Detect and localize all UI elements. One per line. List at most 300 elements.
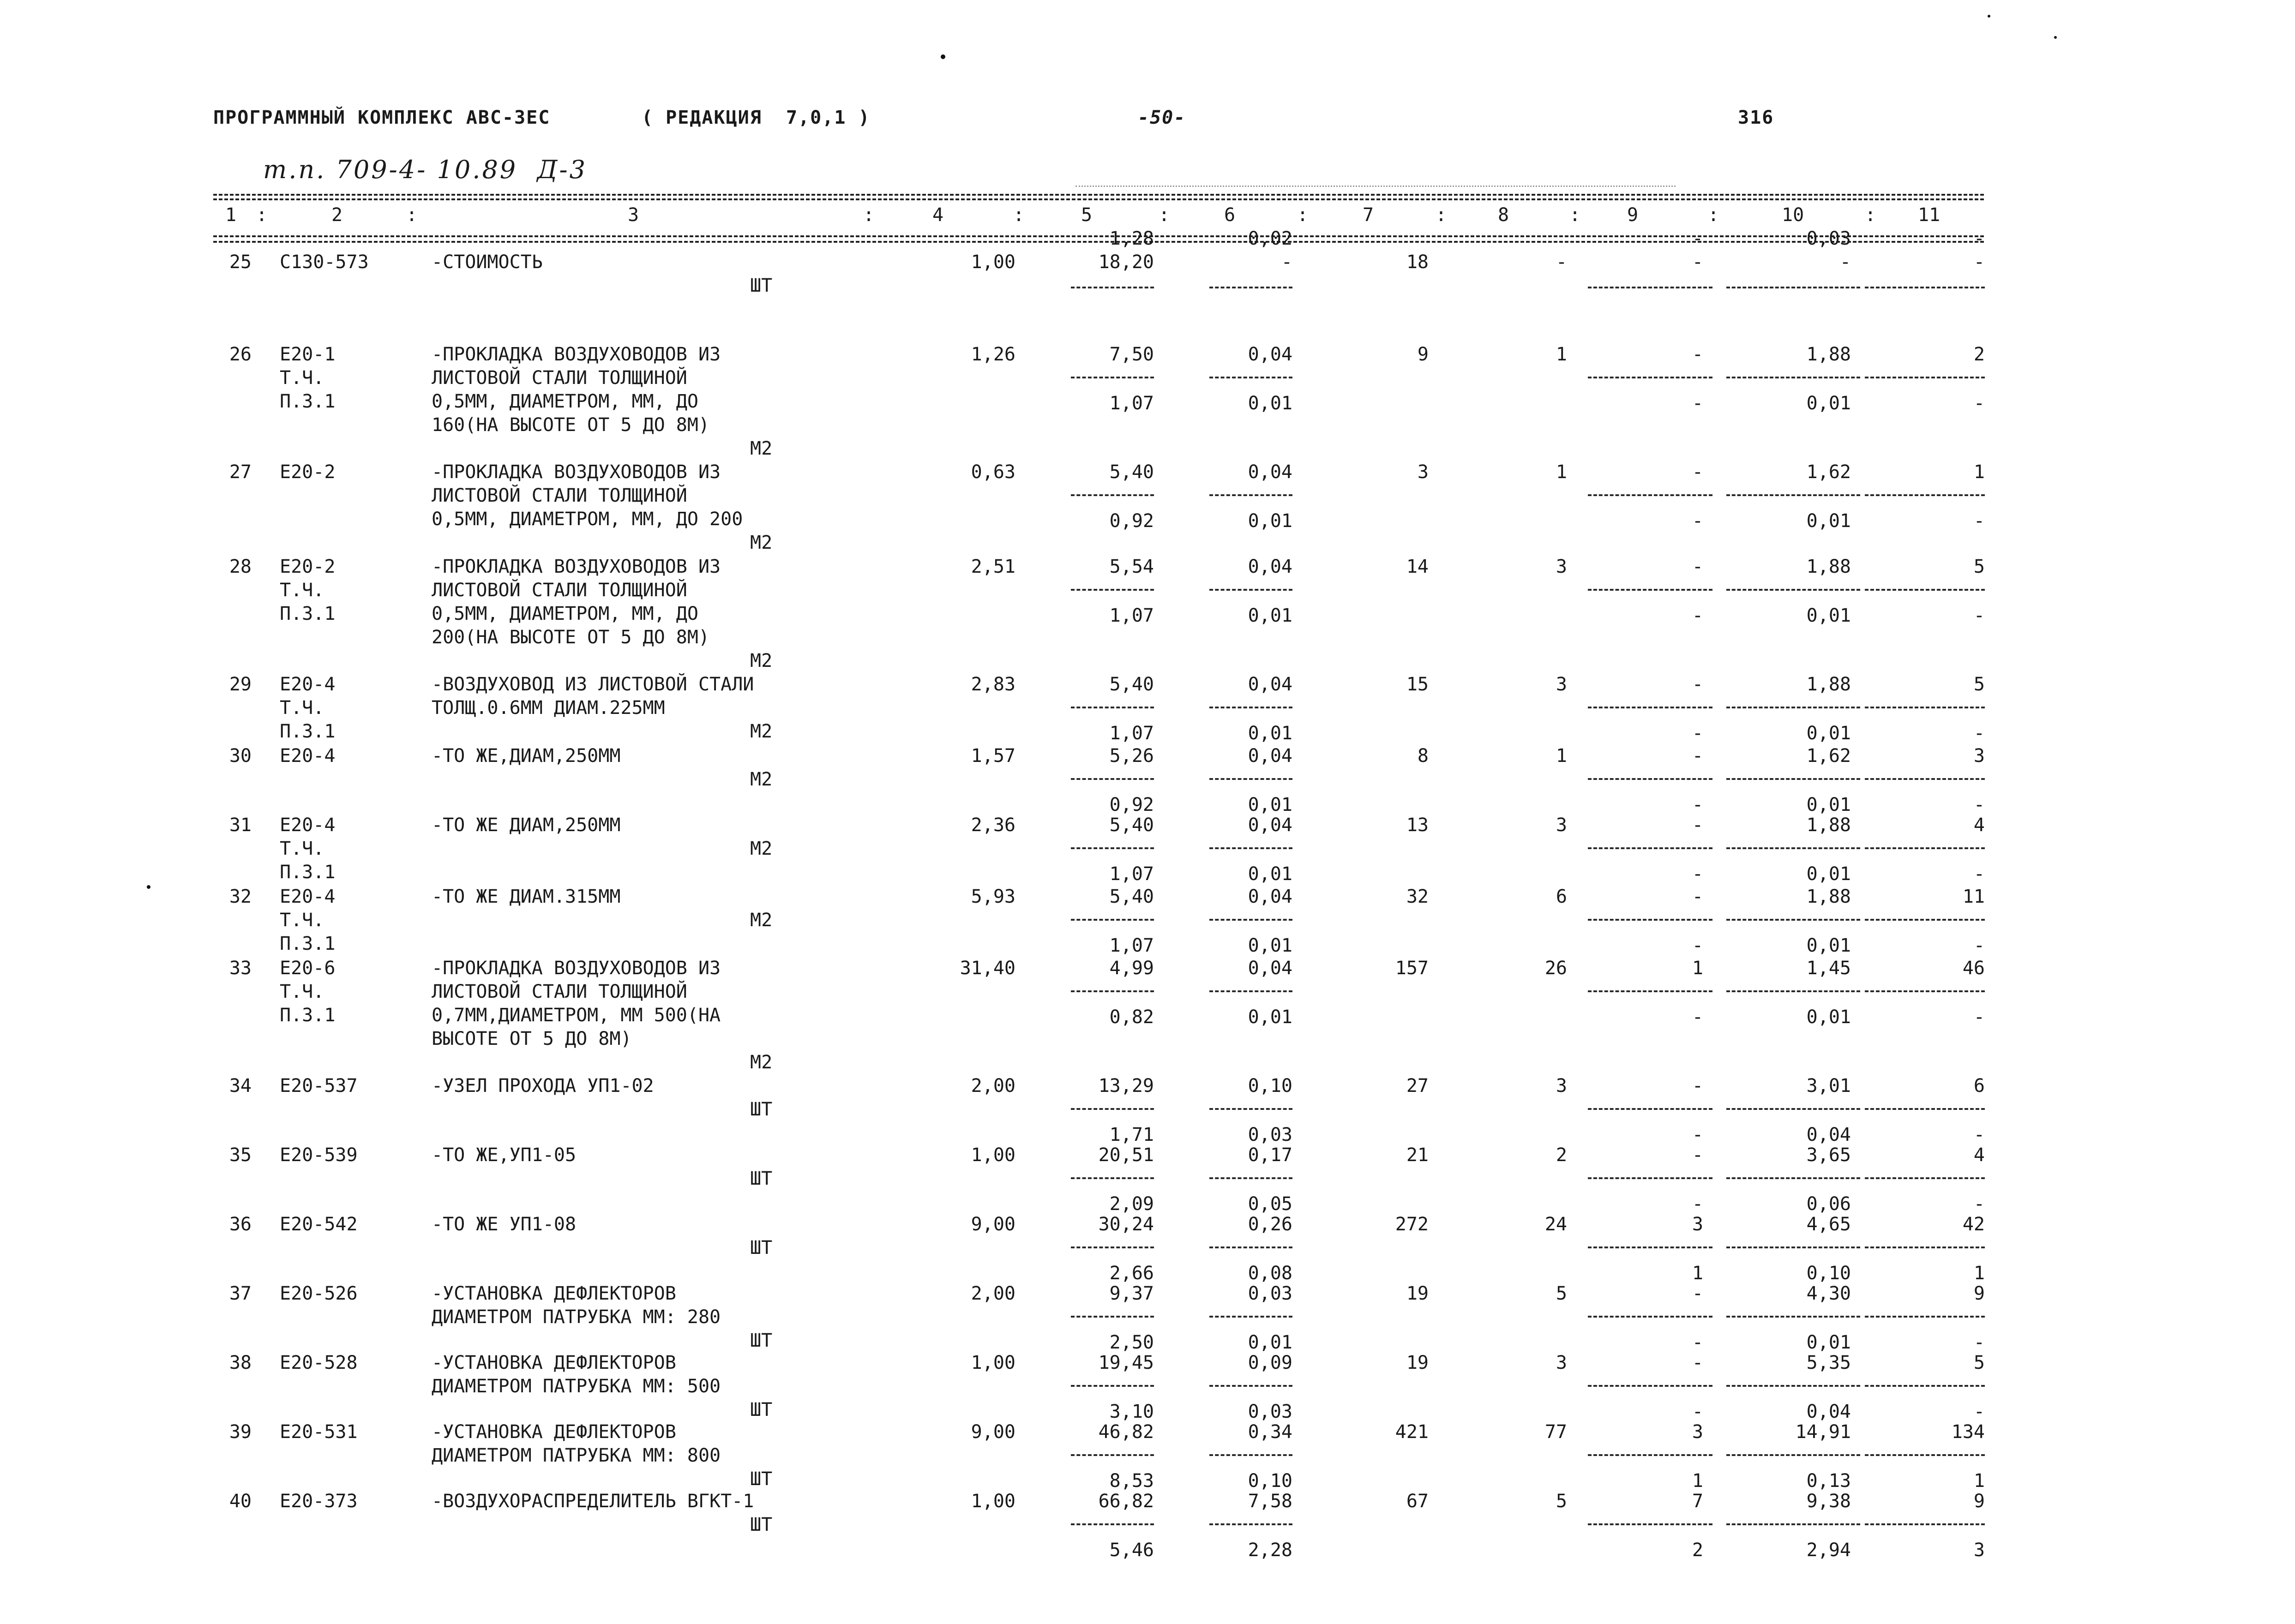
unit-label: М2 bbox=[750, 721, 773, 742]
item-code: Е20-2 bbox=[280, 461, 336, 483]
cell-divider bbox=[1865, 919, 1985, 921]
cell-divider bbox=[1588, 1316, 1712, 1318]
cell-divider bbox=[1209, 377, 1292, 378]
c9-value: - bbox=[1692, 815, 1703, 836]
quantity: 2,00 bbox=[971, 1283, 1015, 1304]
c6-value: 0,01 bbox=[1248, 935, 1292, 956]
c11-value: 1 bbox=[1973, 461, 1985, 483]
cell-divider bbox=[1071, 707, 1154, 708]
c5-value: 5,26 bbox=[1109, 745, 1154, 767]
c6-value: - bbox=[1281, 252, 1292, 273]
column-header-8: 8 bbox=[1498, 204, 1509, 226]
cell-divider bbox=[1209, 707, 1292, 708]
col7-value: 13 bbox=[1406, 815, 1429, 836]
cell-divider bbox=[1726, 707, 1860, 708]
c9-value: - bbox=[1692, 461, 1703, 483]
c10-value: 3,01 bbox=[1806, 1075, 1851, 1097]
c10-value: 1,62 bbox=[1806, 461, 1851, 483]
cell-divider bbox=[1865, 1523, 1985, 1525]
c9-value: 1 bbox=[1692, 1470, 1703, 1492]
col8-value: 3 bbox=[1556, 1075, 1567, 1097]
table-top-rule-inner bbox=[213, 198, 1984, 200]
cell-divider bbox=[1726, 494, 1860, 496]
item-code: П.3.1 bbox=[280, 391, 336, 412]
c10-value: 4,65 bbox=[1806, 1214, 1851, 1235]
cell-divider bbox=[1865, 1177, 1985, 1179]
item-description: 160(НА ВЫСОТЕ ОТ 5 ДО 8М) bbox=[432, 414, 710, 436]
col8-value: 3 bbox=[1556, 815, 1567, 836]
cell-divider bbox=[1209, 1523, 1292, 1525]
col8-value: 6 bbox=[1556, 886, 1567, 907]
c9-value: - bbox=[1692, 794, 1703, 815]
c11-value: 2 bbox=[1973, 344, 1985, 365]
c6-value: 0,26 bbox=[1248, 1214, 1292, 1235]
item-description: -ТО ЖЕ,УП1-05 bbox=[432, 1145, 577, 1166]
cell-divider bbox=[1588, 1385, 1712, 1387]
c5-value: 0,92 bbox=[1109, 510, 1154, 532]
unit-label: М2 bbox=[750, 1052, 773, 1073]
cell-divider bbox=[1588, 589, 1712, 591]
c6-value: 0,03 bbox=[1248, 1283, 1292, 1304]
c5-value: 66,82 bbox=[1098, 1491, 1154, 1512]
col8-value: 77 bbox=[1544, 1421, 1567, 1443]
cell-divider bbox=[1726, 1177, 1860, 1179]
c10-value: 1,88 bbox=[1806, 556, 1851, 577]
c11-value: 9 bbox=[1973, 1283, 1985, 1304]
c11-value: 134 bbox=[1951, 1421, 1985, 1443]
c6-value: 0,01 bbox=[1248, 723, 1292, 744]
item-code: Т.Ч. bbox=[280, 838, 324, 859]
unit-label: ШТ bbox=[750, 1514, 773, 1535]
c9-value: - bbox=[1692, 1124, 1703, 1145]
column-header-4: 4 bbox=[932, 204, 944, 226]
c5-value: 13,29 bbox=[1098, 1075, 1154, 1097]
c11-value: - bbox=[1973, 605, 1985, 626]
c9-value: - bbox=[1692, 723, 1703, 744]
cell-divider bbox=[1726, 990, 1860, 992]
item-description: -ВОЗДУХОВОД ИЗ ЛИСТОВОЙ СТАЛИ bbox=[432, 674, 754, 695]
unit-label: ШТ bbox=[750, 275, 773, 296]
c5-value: 30,24 bbox=[1098, 1214, 1154, 1235]
speck-mark bbox=[147, 885, 150, 889]
c9-value: - bbox=[1692, 674, 1703, 695]
cell-divider bbox=[1071, 589, 1154, 591]
col8-value: 5 bbox=[1556, 1491, 1567, 1512]
row-number: 37 bbox=[229, 1283, 252, 1304]
c9-value: - bbox=[1692, 745, 1703, 767]
item-code: Е20-1 bbox=[280, 344, 336, 365]
page-mark: -50- bbox=[1138, 107, 1186, 128]
cell-divider bbox=[1209, 1316, 1292, 1318]
item-description: ДИАМЕТРОМ ПАТРУБКА ММ: 280 bbox=[432, 1306, 721, 1328]
c9-value: - bbox=[1692, 935, 1703, 956]
col8-value: - bbox=[1556, 252, 1567, 273]
c6-value: 0,04 bbox=[1248, 674, 1292, 695]
quantity: 2,83 bbox=[971, 674, 1015, 695]
c10-value: 1,88 bbox=[1806, 886, 1851, 907]
cell-divider bbox=[1209, 287, 1292, 288]
cell-divider bbox=[1209, 1177, 1292, 1179]
c11-value: - bbox=[1973, 1193, 1985, 1215]
c10-value: 0,01 bbox=[1806, 1332, 1851, 1353]
c10-value: 14,91 bbox=[1795, 1421, 1851, 1443]
edition-label: ( РЕДАКЦИЯ 7,0,1 ) bbox=[642, 107, 871, 128]
row-number: 34 bbox=[229, 1075, 252, 1097]
c9-value: - bbox=[1692, 344, 1703, 365]
col7-value: 15 bbox=[1406, 674, 1429, 695]
column-separator: : bbox=[1159, 204, 1170, 226]
cell-divider bbox=[1071, 494, 1154, 496]
cell-divider bbox=[1726, 377, 1860, 378]
item-description: 0,5ММ, ДИАМЕТРОМ, ММ, ДО bbox=[432, 603, 698, 624]
cell-divider bbox=[1588, 1108, 1712, 1110]
c11-value: - bbox=[1973, 863, 1985, 885]
cell-divider bbox=[1726, 1316, 1860, 1318]
cell-divider bbox=[1071, 377, 1154, 378]
item-description: -ПРОКЛАДКА ВОЗДУХОВОДОВ ИЗ bbox=[432, 556, 721, 577]
c10-value: 0,04 bbox=[1806, 1124, 1851, 1145]
item-description: -УЗЕЛ ПРОХОДА УП1-02 bbox=[432, 1075, 654, 1097]
c10-value: 1,88 bbox=[1806, 815, 1851, 836]
cell-divider bbox=[1209, 589, 1292, 591]
item-description: -ТО ЖЕ УП1-08 bbox=[432, 1214, 577, 1235]
c5-value: 2,66 bbox=[1109, 1263, 1154, 1284]
quantity: 2,00 bbox=[971, 1075, 1015, 1097]
item-description: -ТО ЖЕ ДИАМ.315ММ bbox=[432, 886, 621, 907]
item-code: П.3.1 bbox=[280, 1005, 336, 1026]
c10-value: 0,03 bbox=[1806, 228, 1851, 249]
item-code: Т.Ч. bbox=[280, 367, 324, 389]
c6-value: 0,08 bbox=[1248, 1263, 1292, 1284]
cell-divider bbox=[1865, 847, 1985, 849]
c10-value: 0,01 bbox=[1806, 605, 1851, 626]
col7-value: 157 bbox=[1395, 958, 1429, 979]
item-code: С130-573 bbox=[280, 252, 369, 273]
item-code: Т.Ч. bbox=[280, 580, 324, 601]
quantity: 2,36 bbox=[971, 815, 1015, 836]
table-top-rule bbox=[213, 194, 1984, 196]
cell-divider bbox=[1071, 287, 1154, 288]
c6-value: 0,04 bbox=[1248, 556, 1292, 577]
col7-value: 8 bbox=[1417, 745, 1429, 767]
c11-value: - bbox=[1973, 1401, 1985, 1422]
c5-value: 4,99 bbox=[1109, 958, 1154, 979]
column-header-6: 6 bbox=[1224, 204, 1236, 226]
c9-value: - bbox=[1692, 1352, 1703, 1373]
quantity: 9,00 bbox=[971, 1421, 1015, 1443]
column-separator: : bbox=[1569, 204, 1581, 226]
cell-divider bbox=[1865, 1385, 1985, 1387]
c5-value: 9,37 bbox=[1109, 1283, 1154, 1304]
handwritten-project-code: т.п. 709-4- 10.89 Д-3 bbox=[263, 155, 587, 184]
item-description: -ПРОКЛАДКА ВОЗДУХОВОДОВ ИЗ bbox=[432, 344, 721, 365]
cell-divider bbox=[1726, 589, 1860, 591]
c11-value: 4 bbox=[1973, 815, 1985, 836]
cell-divider bbox=[1865, 778, 1985, 780]
cell-divider bbox=[1071, 919, 1154, 921]
c10-value: 2,94 bbox=[1806, 1540, 1851, 1561]
c5-value: 5,40 bbox=[1109, 815, 1154, 836]
col7-value: 18 bbox=[1406, 252, 1429, 273]
c5-value: 5,40 bbox=[1109, 461, 1154, 483]
c10-value: 0,01 bbox=[1806, 510, 1851, 532]
c11-value: 9 bbox=[1973, 1491, 1985, 1512]
c6-value: 0,09 bbox=[1248, 1352, 1292, 1373]
unit-label: ШТ bbox=[750, 1237, 773, 1258]
c10-value: 0,01 bbox=[1806, 723, 1851, 744]
item-code: Е20-4 bbox=[280, 815, 336, 836]
unit-label: ШТ bbox=[750, 1168, 773, 1189]
item-description: -УСТАНОВКА ДЕФЛЕКТОРОВ bbox=[432, 1352, 676, 1373]
col7-value: 19 bbox=[1406, 1352, 1429, 1373]
c11-value: 1 bbox=[1973, 1470, 1985, 1492]
c11-value: - bbox=[1973, 393, 1985, 414]
col7-value: 32 bbox=[1406, 886, 1429, 907]
c10-value: - bbox=[1839, 252, 1851, 273]
cell-divider bbox=[1726, 287, 1860, 288]
cell-divider bbox=[1865, 1316, 1985, 1318]
item-description: -ПРОКЛАДКА ВОЗДУХОВОДОВ ИЗ bbox=[432, 958, 721, 979]
c10-value: 0,01 bbox=[1806, 794, 1851, 815]
c6-value: 0,01 bbox=[1248, 393, 1292, 414]
c6-value: 0,04 bbox=[1248, 461, 1292, 483]
item-description: ТОЛЩ.0.6ММ ДИАМ.225ММ bbox=[432, 697, 665, 719]
column-separator: : bbox=[1013, 204, 1025, 226]
cell-divider bbox=[1588, 377, 1712, 378]
c9-value: - bbox=[1692, 1007, 1703, 1028]
c10-value: 3,65 bbox=[1806, 1145, 1851, 1166]
c5-value: 19,45 bbox=[1098, 1352, 1154, 1373]
column-separator: : bbox=[1708, 204, 1719, 226]
c10-value: 1,62 bbox=[1806, 745, 1851, 767]
item-description: 0,5ММ, ДИАМЕТРОМ, ММ, ДО bbox=[432, 391, 698, 412]
cell-divider bbox=[1865, 990, 1985, 992]
c10-value: 5,35 bbox=[1806, 1352, 1851, 1373]
c5-value: 5,40 bbox=[1109, 674, 1154, 695]
item-description: ДИАМЕТРОМ ПАТРУБКА ММ: 500 bbox=[432, 1376, 721, 1397]
c10-value: 0,01 bbox=[1806, 1007, 1851, 1028]
item-code: Е20-528 bbox=[280, 1352, 358, 1373]
column-separator: : bbox=[406, 204, 418, 226]
c5-value: 0,92 bbox=[1109, 794, 1154, 815]
row-number: 30 bbox=[229, 745, 252, 767]
cell-divider bbox=[1071, 847, 1154, 849]
item-description: -ПРОКЛАДКА ВОЗДУХОВОДОВ ИЗ bbox=[432, 461, 721, 483]
quantity: 0,63 bbox=[971, 461, 1015, 483]
c10-value: 9,38 bbox=[1806, 1491, 1851, 1512]
row-number: 32 bbox=[229, 886, 252, 907]
item-description: -ВОЗДУХОРАСПРЕДЕЛИТЕЛЬ ВГКТ-1 bbox=[432, 1491, 754, 1512]
c6-value: 0,10 bbox=[1248, 1470, 1292, 1492]
column-separator: : bbox=[1436, 204, 1447, 226]
item-code: Е20-537 bbox=[280, 1075, 358, 1097]
speck-mark bbox=[941, 54, 945, 59]
col8-value: 24 bbox=[1544, 1214, 1567, 1235]
cell-divider bbox=[1209, 1385, 1292, 1387]
item-code: Е20-2 bbox=[280, 556, 336, 577]
c6-value: 0,05 bbox=[1248, 1193, 1292, 1215]
column-header-1: 1 bbox=[225, 204, 237, 226]
c11-value: 3 bbox=[1973, 1540, 1985, 1561]
cell-divider bbox=[1865, 287, 1985, 288]
col8-value: 5 bbox=[1556, 1283, 1567, 1304]
row-number: 31 bbox=[229, 815, 252, 836]
cell-divider bbox=[1588, 1523, 1712, 1525]
c9-value: - bbox=[1692, 1145, 1703, 1166]
c10-value: 1,88 bbox=[1806, 674, 1851, 695]
item-code: Е20-526 bbox=[280, 1283, 358, 1304]
faint-dotted-mark bbox=[1075, 186, 1676, 187]
c9-value: 7 bbox=[1692, 1491, 1703, 1512]
c10-value: 0,01 bbox=[1806, 393, 1851, 414]
c11-value: 3 bbox=[1973, 745, 1985, 767]
row-number: 38 bbox=[229, 1352, 252, 1373]
c11-value: 5 bbox=[1973, 556, 1985, 577]
c9-value: 3 bbox=[1692, 1214, 1703, 1235]
c5-value: 46,82 bbox=[1098, 1421, 1154, 1443]
item-description: -ТО ЖЕ,ДИАМ,250ММ bbox=[432, 745, 621, 767]
unit-label: ШТ bbox=[750, 1099, 773, 1120]
c11-value: - bbox=[1973, 723, 1985, 744]
c6-value: 0,01 bbox=[1248, 1007, 1292, 1028]
col8-value: 1 bbox=[1556, 461, 1567, 483]
c9-value: - bbox=[1692, 1075, 1703, 1097]
item-description: -ТО ЖЕ ДИАМ,250ММ bbox=[432, 815, 621, 836]
cell-divider bbox=[1726, 847, 1860, 849]
c11-value: 1 bbox=[1973, 1263, 1985, 1284]
item-code: Т.Ч. bbox=[280, 981, 324, 1002]
cell-divider bbox=[1588, 1177, 1712, 1179]
item-code: Е20-4 bbox=[280, 886, 336, 907]
cell-divider bbox=[1588, 990, 1712, 992]
column-separator: : bbox=[256, 204, 268, 226]
c5-value: 5,54 bbox=[1109, 556, 1154, 577]
c6-value: 0,01 bbox=[1248, 1332, 1292, 1353]
col8-value: 3 bbox=[1556, 1352, 1567, 1373]
cell-divider bbox=[1726, 919, 1860, 921]
item-description: ДИАМЕТРОМ ПАТРУБКА ММ: 800 bbox=[432, 1445, 721, 1466]
c11-value: 5 bbox=[1973, 1352, 1985, 1373]
c5-value: 5,40 bbox=[1109, 886, 1154, 907]
column-header-11: 11 bbox=[1918, 204, 1941, 226]
c9-value: 1 bbox=[1692, 958, 1703, 979]
cell-divider bbox=[1588, 778, 1712, 780]
row-number: 35 bbox=[229, 1145, 252, 1166]
quantity: 5,93 bbox=[971, 886, 1015, 907]
unit-label: М2 bbox=[750, 650, 773, 671]
unit-label: ШТ bbox=[750, 1330, 773, 1351]
c6-value: 0,02 bbox=[1248, 228, 1292, 249]
c9-value: - bbox=[1692, 1283, 1703, 1304]
c6-value: 0,17 bbox=[1248, 1145, 1292, 1166]
cell-divider bbox=[1209, 778, 1292, 780]
row-number: 27 bbox=[229, 461, 252, 483]
col8-value: 3 bbox=[1556, 556, 1567, 577]
row-number: 36 bbox=[229, 1214, 252, 1235]
unit-label: М2 bbox=[750, 838, 773, 859]
column-separator: : bbox=[1865, 204, 1876, 226]
item-code: Е20-6 bbox=[280, 958, 336, 979]
quantity: 2,51 bbox=[971, 556, 1015, 577]
cell-divider bbox=[1865, 1246, 1985, 1248]
c9-value: - bbox=[1692, 393, 1703, 414]
cell-divider bbox=[1726, 1385, 1860, 1387]
column-header-7: 7 bbox=[1363, 204, 1374, 226]
c10-value: 0,01 bbox=[1806, 863, 1851, 885]
c10-value: 0,10 bbox=[1806, 1263, 1851, 1284]
cell-divider bbox=[1071, 1108, 1154, 1110]
c9-value: 2 bbox=[1692, 1540, 1703, 1561]
cell-divider bbox=[1209, 919, 1292, 921]
c5-value: 8,53 bbox=[1109, 1470, 1154, 1492]
item-description: ЛИСТОВОЙ СТАЛИ ТОЛЩИНОЙ bbox=[432, 485, 687, 506]
item-code: Е20-4 bbox=[280, 674, 336, 695]
c11-value: 42 bbox=[1962, 1214, 1985, 1235]
c11-value: 11 bbox=[1962, 886, 1985, 907]
row-number: 26 bbox=[229, 344, 252, 365]
c9-value: - bbox=[1692, 510, 1703, 532]
c9-value: - bbox=[1692, 605, 1703, 626]
col7-value: 9 bbox=[1417, 344, 1429, 365]
c9-value: 3 bbox=[1692, 1421, 1703, 1443]
unit-label: М2 bbox=[750, 438, 773, 459]
c5-value: 1,07 bbox=[1109, 935, 1154, 956]
cell-divider bbox=[1209, 1454, 1292, 1456]
cell-divider bbox=[1726, 778, 1860, 780]
item-code: Е20-4 bbox=[280, 745, 336, 767]
c5-value: 2,09 bbox=[1109, 1193, 1154, 1215]
cell-divider bbox=[1865, 1454, 1985, 1456]
cell-divider bbox=[1588, 919, 1712, 921]
cell-divider bbox=[1588, 494, 1712, 496]
cell-divider bbox=[1588, 287, 1712, 288]
cell-divider bbox=[1865, 707, 1985, 708]
row-number: 29 bbox=[229, 674, 252, 695]
unit-label: ШТ bbox=[750, 1399, 773, 1420]
col7-value: 14 bbox=[1406, 556, 1429, 577]
item-code: Е20-539 bbox=[280, 1145, 358, 1166]
c6-value: 0,04 bbox=[1248, 815, 1292, 836]
c5-value: 7,50 bbox=[1109, 344, 1154, 365]
cell-divider bbox=[1588, 847, 1712, 849]
cell-divider bbox=[1726, 1246, 1860, 1248]
column-header-9: 9 bbox=[1627, 204, 1639, 226]
item-code: П.3.1 bbox=[280, 603, 336, 624]
cell-divider bbox=[1209, 847, 1292, 849]
item-code: Т.Ч. bbox=[280, 697, 324, 719]
column-header-5: 5 bbox=[1081, 204, 1093, 226]
cell-divider bbox=[1071, 1246, 1154, 1248]
unit-label: М2 bbox=[750, 769, 773, 790]
cell-divider bbox=[1588, 707, 1712, 708]
c6-value: 2,28 bbox=[1248, 1540, 1292, 1561]
unit-label: М2 bbox=[750, 910, 773, 931]
c10-value: 0,06 bbox=[1806, 1193, 1851, 1215]
c6-value: 7,58 bbox=[1248, 1491, 1292, 1512]
c5-value: 0,82 bbox=[1109, 1007, 1154, 1028]
speck-mark bbox=[1988, 15, 1990, 18]
item-code: Е20-531 bbox=[280, 1421, 358, 1443]
col7-value: 21 bbox=[1406, 1145, 1429, 1166]
item-description: 200(НА ВЫСОТЕ ОТ 5 ДО 8М) bbox=[432, 627, 710, 648]
col8-value: 3 bbox=[1556, 674, 1567, 695]
c5-value: 5,46 bbox=[1109, 1540, 1154, 1561]
cell-divider bbox=[1071, 1177, 1154, 1179]
cell-divider bbox=[1209, 1108, 1292, 1110]
c5-value: 1,28 bbox=[1109, 228, 1154, 249]
col8-value: 26 bbox=[1544, 958, 1567, 979]
c11-value: 46 bbox=[1962, 958, 1985, 979]
